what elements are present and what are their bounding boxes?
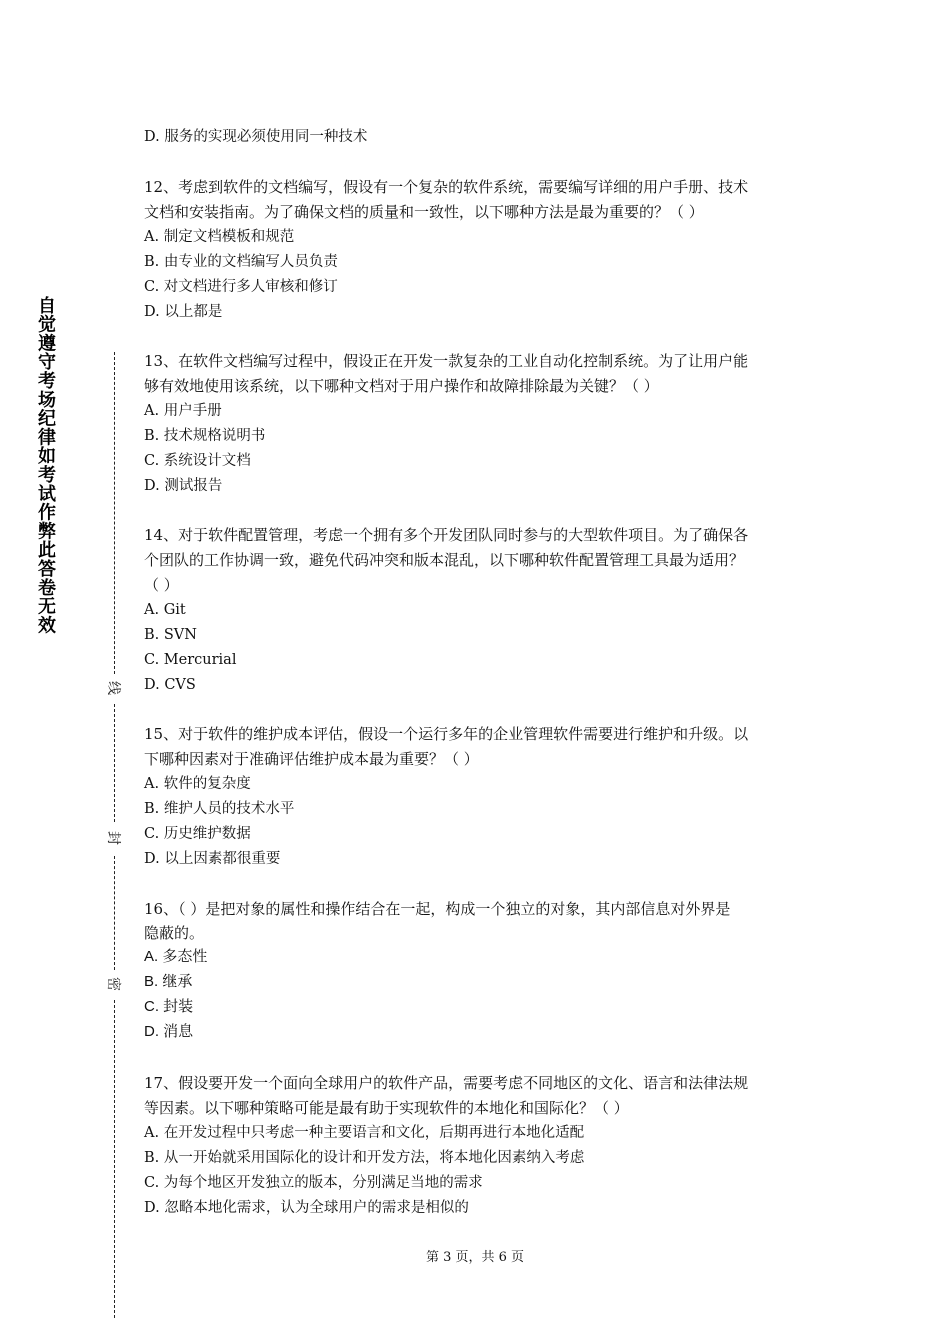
q17-stem-line1: 17、假设要开发一个面向全球用户的软件产品，需要考虑不同地区的文化、语言和法律法规 <box>144 1074 749 1092</box>
q17-stem-line2: 等因素。以下哪种策略可能是最有助于实现软件的本地化和国际化？（ ） <box>144 1099 629 1117</box>
exam-discipline-warning: 自觉遵守考场纪律如考试作弊此答卷无效 <box>35 296 56 635</box>
q12-stem-line2: 文档和安装指南。为了确保文档的质量和一致性，以下哪种方法是最为重要的？（ ） <box>144 203 704 221</box>
q17-option-c: C. 为每个地区开发独立的版本，分别满足当地的需求 <box>144 1175 483 1191</box>
q15-option-d: D. 以上因素都很重要 <box>144 851 281 867</box>
page-footer: 第 3 页，共 6 页 <box>425 1250 525 1265</box>
q16-option-d: D. 消息 <box>144 1023 194 1040</box>
q14-option-b: B. SVN <box>144 627 197 643</box>
binding-line-char: 线 <box>105 681 121 695</box>
q13-option-b: B. 技术规格说明书 <box>144 428 266 444</box>
binding-dash-line <box>114 704 115 822</box>
q14-option-c: C. Mercurial <box>144 652 237 668</box>
q16-option-b: B. 继承 <box>144 973 193 990</box>
binding-secret-char: 密 <box>105 977 121 991</box>
q13-stem-line1: 13、在软件文档编写过程中，假设正在开发一款复杂的工业自动化控制系统。为了让用户能 <box>144 352 749 370</box>
q14-stem-line3: （ ） <box>144 576 179 594</box>
binding-dash-line <box>114 1000 115 1318</box>
q11-option-d: D. 服务的实现必须使用同一种技术 <box>144 129 368 145</box>
q12-option-b: B. 由专业的文档编写人员负责 <box>144 254 338 270</box>
q12-option-c: C. 对文档进行多人审核和修订 <box>144 279 338 295</box>
q16-stem-line1: 16、（ ）是把对象的属性和操作结合在一起，构成一个独立的对象，其内部信息对外界是 <box>144 900 731 918</box>
q14-stem-line1: 14、对于软件配置管理，考虑一个拥有多个开发团队同时参与的大型软件项目。为了确保各 <box>144 526 749 544</box>
q17-option-d: D. 忽略本地化需求，认为全球用户的需求是相似的 <box>144 1200 469 1216</box>
q15-option-c: C. 历史维护数据 <box>144 826 251 842</box>
q13-option-d: D. 测试报告 <box>144 478 223 494</box>
q17-option-a: A. 在开发过程中只考虑一种主要语言和文化，后期再进行本地化适配 <box>144 1125 585 1141</box>
q16-option-a: A. 多态性 <box>144 948 208 965</box>
q16-stem-line2: 隐蔽的。 <box>144 924 205 942</box>
q12-option-d: D. 以上都是 <box>144 304 223 320</box>
q12-stem-line1: 12、考虑到软件的文档编写，假设有一个复杂的软件系统，需要编写详细的用户手册、技术 <box>144 178 749 196</box>
q15-stem-line2: 下哪种因素对于准确评估维护成本最为重要？（ ） <box>144 750 479 768</box>
q15-stem-line1: 15、对于软件的维护成本评估，假设一个运行多年的企业管理软件需要进行维护和升级。以 <box>144 725 749 743</box>
binding-dash-line <box>114 352 115 674</box>
q13-stem-line2: 够有效地使用该系统，以下哪种文档对于用户操作和故障排除最为关键？（ ） <box>144 377 659 395</box>
q14-stem-line2: 个团队的工作协调一致，避免代码冲突和版本混乱，以下哪种软件配置管理工具最为适用？ <box>144 551 745 569</box>
binding-dash-line <box>114 856 115 970</box>
q13-option-a: A. 用户手册 <box>144 403 222 419</box>
q14-option-d: D. CVS <box>144 677 196 693</box>
q12-option-a: A. 制定文档模板和规范 <box>144 229 295 245</box>
q15-option-a: A. 软件的复杂度 <box>144 776 251 792</box>
q16-option-c: C. 封装 <box>144 998 194 1015</box>
q13-option-c: C. 系统设计文档 <box>144 453 251 469</box>
q14-option-a: A. Git <box>144 602 186 618</box>
q15-option-b: B. 维护人员的技术水平 <box>144 801 295 817</box>
binding-seal-char: 封 <box>105 831 121 845</box>
q17-option-b: B. 从一开始就采用国际化的设计和开发方法，将本地化因素纳入考虑 <box>144 1150 585 1166</box>
